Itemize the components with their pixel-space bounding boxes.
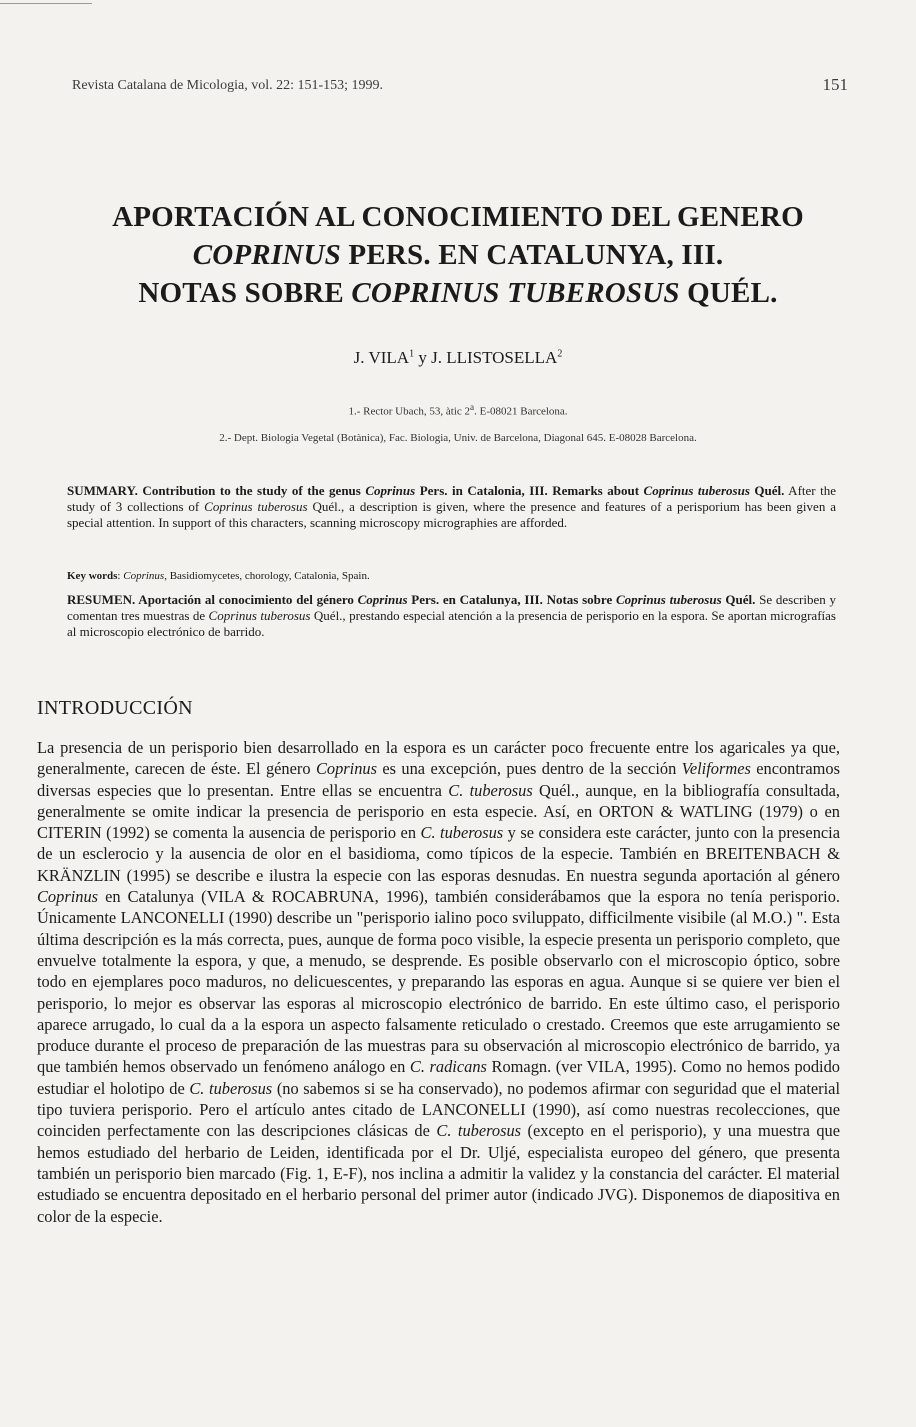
body-text: encontramos diversas especies que lo presentan. Entre ellas se encuentra: [37, 759, 840, 800]
resumen-text: Quél., prestando especial atención a la presencia de perisporio en la espora. Se aportan micrografías al microscopio electrónico de barrido.: [67, 608, 836, 639]
summary-title-species: Coprinus tuberosus: [643, 483, 750, 498]
keyword-genus: Coprinus: [123, 570, 165, 582]
section-name: Veliformes: [681, 759, 751, 779]
species-name: C. radicans: [409, 1057, 487, 1077]
title-text: APORTACIÓN AL CONOCIMIENTO DEL GENERO: [112, 201, 804, 233]
author-2: J. LLISTOSELLA: [431, 348, 558, 367]
summary-title: Quél.: [749, 483, 785, 498]
keywords-label: Key words: [67, 570, 118, 582]
section-heading-introduccion: INTRODUCCIÓN: [37, 697, 193, 719]
body-text: La presencia de un perisporio bien desarrollado en la espora es un carácter poco frecuente entre los agaricales ya que, generalmente, carecen de éste. El género: [37, 738, 840, 779]
title-line-2: [40, 236, 876, 274]
article-title: [40, 198, 876, 312]
resumen-title-species: Coprinus tuberosus: [615, 592, 722, 607]
title-genus: COPRINUS: [192, 239, 341, 271]
species-name: C. tuberosus: [436, 1121, 522, 1141]
resumen-title-genus: Coprinus: [357, 592, 408, 607]
summary-species: Coprinus tuberosus: [204, 499, 308, 514]
summary-title: Contribution to the study of the genus: [137, 483, 366, 498]
title-text: NOTAS SOBRE: [138, 277, 352, 309]
affiliation-2: 2.- Dept. Biologia Vegetal (Botànica), Fac. Biologia, Univ. de Barcelona, Diagonal 645. E-08028 Barcelona.: [219, 432, 697, 444]
resumen-title: Aportación al conocimiento del género: [135, 592, 358, 607]
resumen-text: Se describen y comentan tres muestras de: [67, 592, 836, 623]
resumen-title: Quél.: [721, 592, 756, 607]
title-text: QUÉL.: [679, 277, 778, 309]
species-name: C. tuberosus: [420, 823, 504, 843]
resumen-title: Pers. en Catalunya, III. Notas sobre: [407, 592, 616, 607]
species-name: C. tuberosus: [448, 780, 533, 800]
body-text: es una excepción, pues dentro de la sección: [376, 759, 682, 779]
scan-edge-mark: [0, 3, 92, 4]
page-number: 151: [822, 75, 848, 94]
running-header: [72, 75, 848, 100]
summary-abstract: [67, 483, 836, 531]
introduction-paragraph: [37, 737, 840, 1227]
genus-name: Coprinus: [315, 759, 377, 779]
affiliation-1: [0, 402, 916, 418]
summary-title: Pers. in Catalonia, III. Remarks about: [415, 483, 644, 498]
resumen-abstract: [67, 592, 836, 640]
title-text: PERS. EN CATALUNYA, III.: [340, 239, 724, 271]
resumen-label: RESUMEN.: [67, 592, 136, 607]
body-text: Romagn. (ver VILA, 1995). Como no hemos podido estudiar el holotipo de: [37, 1057, 840, 1098]
resumen-species: Coprinus tuberosus: [208, 608, 311, 623]
journal-citation: Revista Catalana de Micologia, vol. 22: 151-153; 1999.: [72, 78, 384, 93]
summary-label: SUMMARY.: [67, 483, 138, 498]
body-text: Quél., aunque, en la bibliografía consultada, generalmente se omite indicar la presencia de perisporio en esta especie. Así, en ORTON & WATLING (1979) o en CITERIN (1992) se comenta la ausencia de perisporio en: [37, 780, 841, 843]
species-name: C. tuberosus: [189, 1078, 273, 1098]
summary-text: Quél., a description is given, where the presence and features of a perisporium has been given a special attention. In support of this characters, scanning microscopy micrographies are afforded.: [67, 499, 836, 530]
genus-name: Coprinus: [37, 887, 99, 907]
summary-text: After the study of 3 collections of: [67, 483, 836, 514]
introduction-body: [37, 737, 840, 1227]
keywords-list: , Basidiomycetes, chorology, Catalonia, Spain.: [164, 570, 370, 582]
body-text: y se considera este carácter, junto con la presencia de un esclerocio y la ausencia de olor en el basidioma, como típicos de la especie. También en BREITENBACH & KRÄNZLIN (1995) se describe e ilustra la especie con las esporas desnudas. En nuestra segunda aportación al género: [37, 823, 841, 885]
body-text: (no sabemos si se ha conservado), no podemos afirmar con seguridad que el material tipo tuviera perisporio. Pero el artículo antes citado de LANCONELLI (1990), así como nuestras recolecciones, que coinciden perfectamente con las descripciones clásicas de: [37, 1078, 841, 1141]
title-species: COPRINUS TUBEROSUS: [351, 277, 680, 309]
author-joiner: y: [414, 348, 432, 367]
keywords: [67, 568, 836, 584]
author-1: J. VILA: [353, 348, 410, 367]
keywords-sep: :: [117, 570, 124, 582]
affiliation-sup: a: [470, 402, 475, 412]
body-text: (excepto en el perisporio), y una muestra que hemos estudiado del herbario de Leiden, identificada por el Dr. Uljé, especialista europeo del género, que presenta también un perisporio bien marcado (Fig. 1, E-F), nos inclina a admitir la validez y la constancia del carácter. El material estudiado se encuentra depositado en el herbario personal del primer autor (indicado JVG). Disponemos de diapositiva en color de la especie.: [37, 1121, 841, 1226]
body-text: en Catalunya (VILA & ROCABRUNA, 1996), también considerábamos que la espora no tenía perisporio. Únicamente LANCONELLI (1990) describe un "perisporio ialino poco sviluppato, difficilmente visibile (al M.O.) ". Esta última descripción es la más correcta, pues, aunque de forma poco visible, la especie presenta un perisporio completo, que envuelve totalmente la espora, y que, a menudo, se desprende. Es posible observarlo con el microscopio óptico, sobre todo en ejemplares poco maduros, no delicuescentes, y preparando las esporas en agua. Aunque si se quiere ver bien el perisporio, lo mejor es observar las esporas al microscopio electrónico de barrido. En este último caso, el perisporio aparece arrugado, lo cual da a la espora un aspecto falsamente reticulado o crestado. Creemos que este arrugamiento se produce durante el proceso de preparación de las muestras para su observación al microscopio electrónico de barrido, ya que también hemos observado un fenómeno análogo en: [37, 887, 840, 1077]
author-2-marker: 2: [557, 348, 563, 360]
title-line-1: [40, 198, 876, 236]
summary-title-genus: Coprinus: [365, 483, 416, 498]
affiliation-text: . E-08021 Barcelona.: [474, 405, 568, 418]
authors: [0, 348, 916, 368]
affiliation-text: 1.- Rector Ubach, 53, àtic 2: [348, 405, 471, 418]
title-line-3: [40, 274, 876, 312]
author-1-marker: 1: [409, 348, 415, 360]
